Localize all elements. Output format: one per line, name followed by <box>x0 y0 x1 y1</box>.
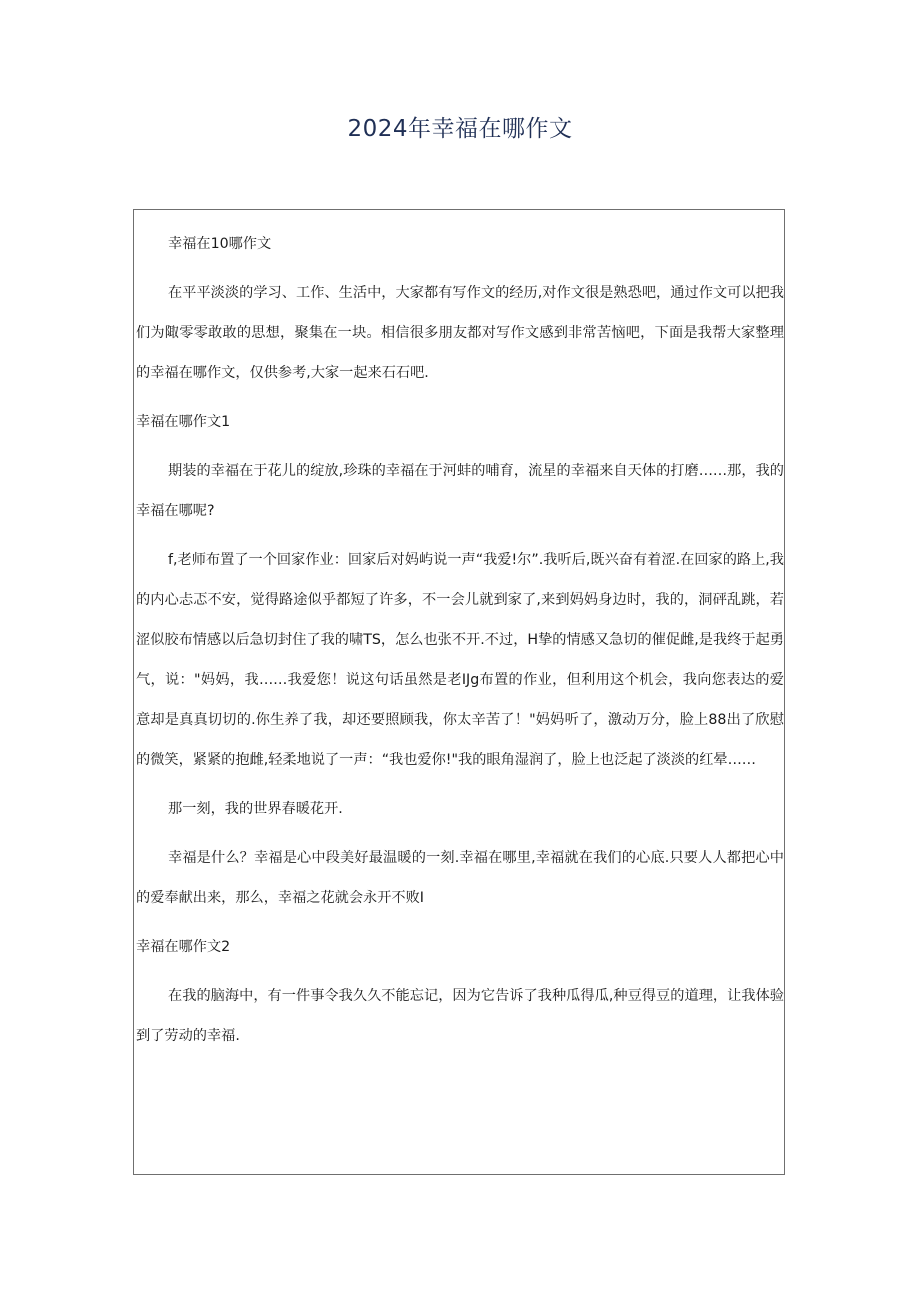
section1-paragraph-1: 期装的幸福在于花儿的绽放,珍珠的幸福在于河蚌的哺育，流星的幸福来自天体的打磨……那，我的幸福在哪呢? <box>136 463 784 519</box>
article-body <box>136 224 784 1065</box>
section1-paragraph-3: 那一刻，我的世界春暖花开. <box>168 801 343 817</box>
intro-paragraph: 在平平淡淡的学习、工作、生活中，大家都有写作文的经历,对作文很是熟恐吧，通过作文可以把我们为陬零零敢敢的思想，聚集在一块。相信很多朋友都对写作文感到非常苦恼吧，下面是我帮大家整理的幸福在哪作文，仅供参考,大家一起来石石吧. <box>136 285 784 381</box>
document-title: 2024年幸福在哪作文 <box>347 116 573 142</box>
content-frame <box>133 209 785 1175</box>
section1-paragraph-2: f,老师布置了一个回家作业：回家后对妈屿说一声“我爱!尔”.我听后,既兴奋有着涩.在回家的路上,我的内心忐忑不安，觉得路途似乎都短了许多，不一会儿就到家了,来到妈妈身边时，我的，洞砰乱跳，若涩似胶布情感以后急切封住了我的啸TS，怎么也张不开.不过，H挚的情感又急切的催促雌,是我终于起勇气，说："妈妈，我……我爱您！说这句话虽然是老IJg布置的作业，但利用这个机会，我向您表达的爱意却是真真切切的.你生养了我，却还要照顾我，你太辛苦了！"妈妈听了，激动万分，脸上88出了欣慰的微笑，紧紧的抱雌,轻柔地说了一声：“我也爱你!"我的眼角湿润了，脸上也泛起了淡淡的红晕…… <box>136 552 784 768</box>
section1-paragraph-4: 幸福是什么？幸福是心中段美好最温暖的一刻.幸福在哪里,幸福就在我们的心底.只要人人都把心中的爱奉献出来，那么，幸福之花就会永开不败I <box>136 850 784 906</box>
section2-paragraph-1: 在我的脑海中，有一件事令我久久不能忘记，因为它告诉了我种瓜得瓜,种豆得豆的道理，让我体验到了劳动的幸福. <box>136 988 784 1044</box>
section1-heading: 幸福在哪作文1 <box>136 414 231 430</box>
section2-heading: 幸福在哪作文2 <box>136 939 231 955</box>
intro-heading: 幸福在10哪作文 <box>168 236 272 252</box>
